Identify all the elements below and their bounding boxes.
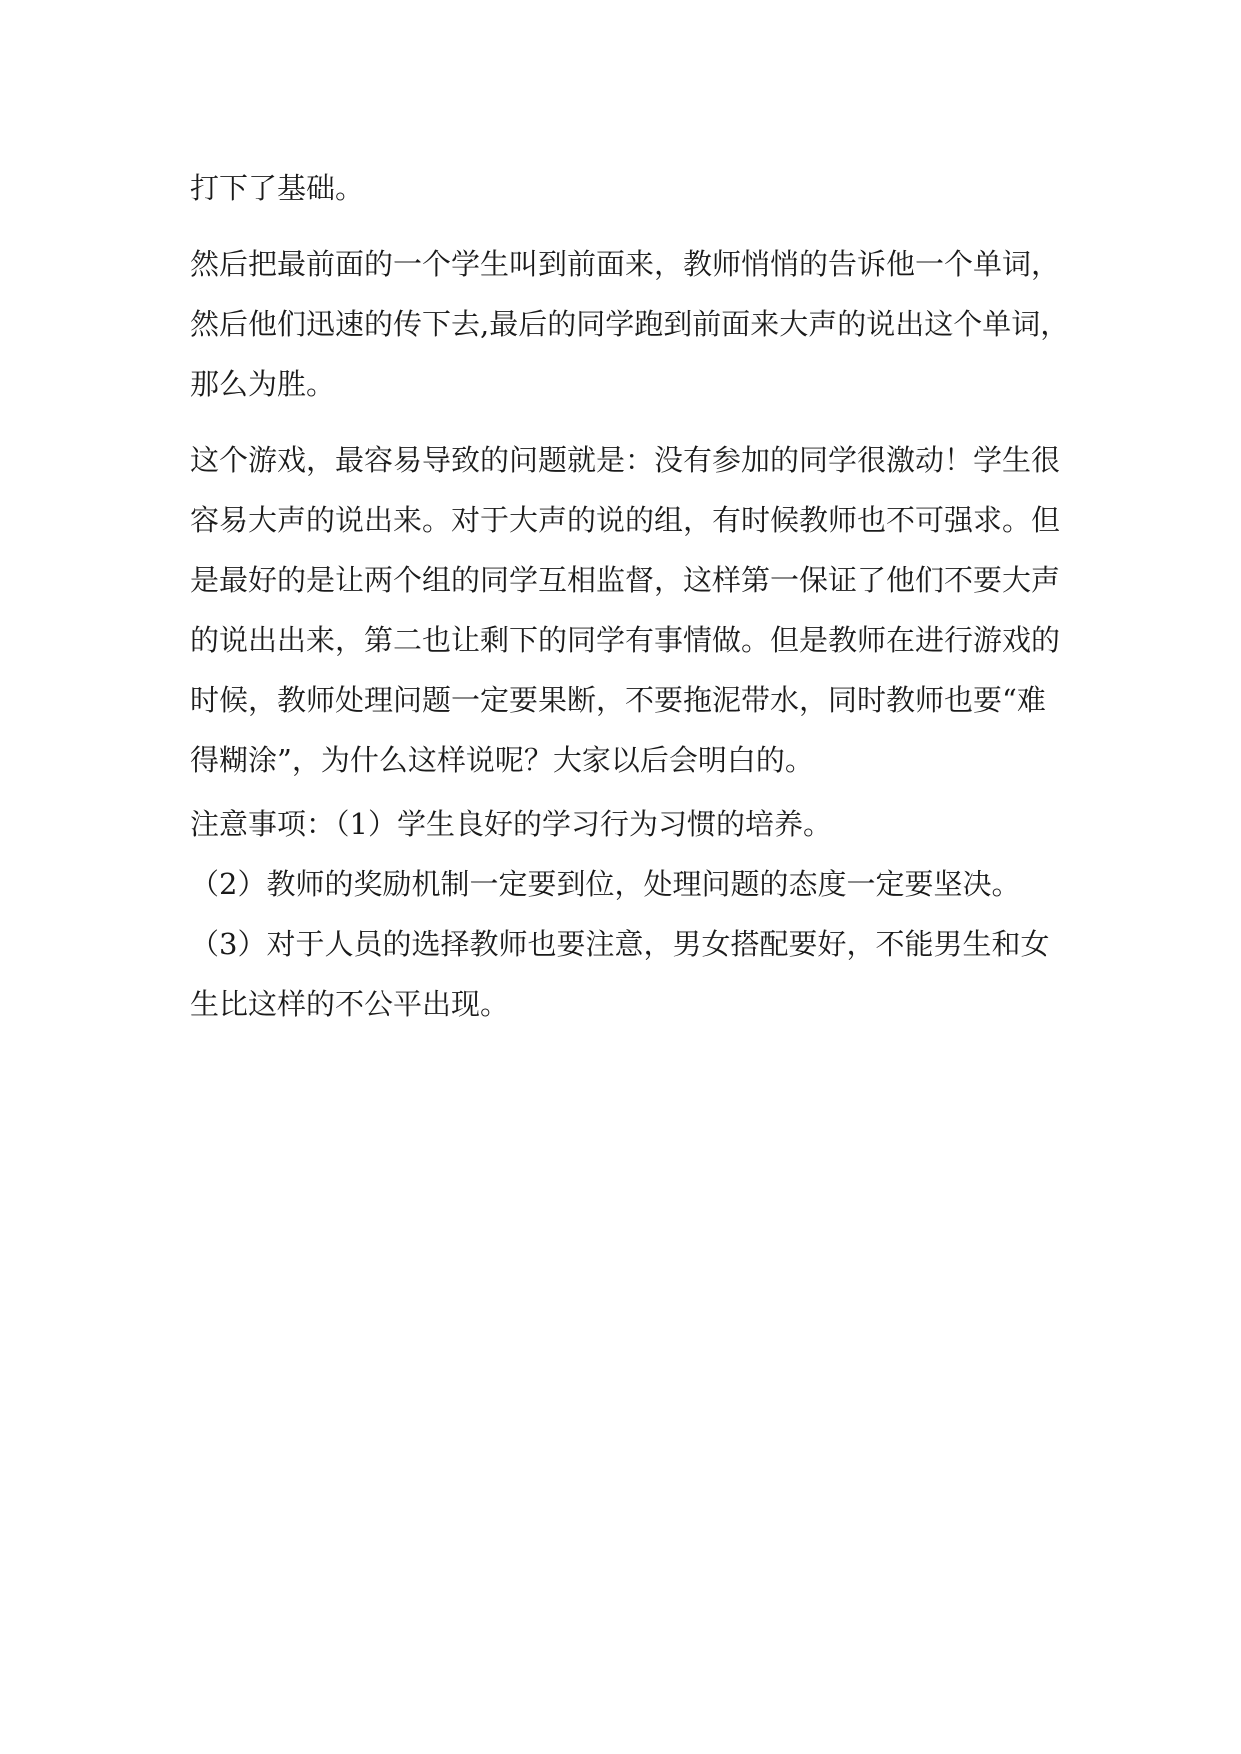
text-line: 这个游戏，最容易导致的问题就是：没有参加的同学很激动！学生很 xyxy=(190,443,1061,477)
text-line: 然后把最前面的一个学生叫到前面来，教师悄悄的告诉他一个单词， xyxy=(190,247,1061,281)
text-line: 是最好的是让两个组的同学互相监督，这样第一保证了他们不要大声 xyxy=(190,563,1061,597)
note-item: （2）教师的奖励机制一定要到位，处理问题的态度一定要坚决。 xyxy=(190,867,1021,901)
body-text xyxy=(190,158,1070,1034)
text-line: 那么为胜。 xyxy=(190,367,336,401)
text-line: 打下了基础。 xyxy=(190,171,365,205)
text-line: 生比这样的不公平出现。 xyxy=(190,987,510,1021)
text-line: 得糊涂”，为什么这样说呢？大家以后会明白的。 xyxy=(190,743,814,777)
note-item: （3）对于人员的选择教师也要注意，男女搭配要好，不能男生和女 xyxy=(190,927,1050,961)
text-line: 容易大声的说出来。对于大声的说的组，有时候教师也不可强求。但 xyxy=(190,503,1061,537)
text-line: 时候，教师处理问题一定要果断，不要拖泥带水，同时教师也要“难 xyxy=(190,683,1046,717)
paragraph xyxy=(190,234,1070,414)
notes-section xyxy=(190,794,1070,1034)
paragraph xyxy=(190,430,1070,790)
text-line: 的说出出来，第二也让剩下的同学有事情做。但是教师在进行游戏的 xyxy=(190,623,1061,657)
notes-heading-line: 注意事项：（1）学生良好的学习行为习惯的培养。 xyxy=(190,807,832,841)
paragraph xyxy=(190,158,1070,218)
text-line: 然后他们迅速的传下去,最后的同学跑到前面来大声的说出这个单词， xyxy=(190,307,1070,341)
